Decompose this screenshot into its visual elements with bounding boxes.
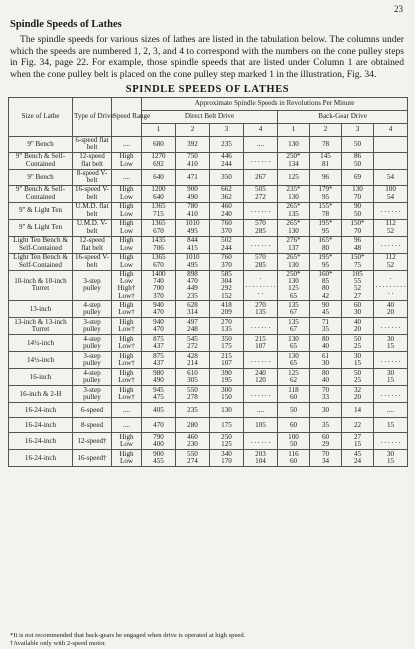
lathe-size-cell: 16-24-inch	[9, 450, 73, 467]
backgear-speed-cell: 60	[278, 418, 310, 433]
header-backgear: Back-Gear Drive	[278, 111, 408, 124]
direct-speed-cell: 270 135	[210, 318, 244, 335]
backgear-speed-cell: 100 54	[374, 185, 408, 202]
backgear-speed-cell: 69	[342, 169, 374, 185]
backgear-speed-cell: 50 25	[342, 369, 374, 386]
backgear-speed-cell	[374, 137, 408, 153]
lathe-size-cell: 16-inch & 2-H	[9, 386, 73, 403]
backgear-speed-cell: . . . . . .	[374, 386, 408, 403]
speed-range-cell: High Low High† Low†	[112, 270, 142, 301]
direct-speed-cell: 235	[210, 137, 244, 153]
section-heading: Spindle Speeds of Lathes	[10, 19, 122, 30]
direct-speed-cell: 610 305	[176, 369, 210, 386]
backgear-speed-cell: 150* 70	[342, 219, 374, 236]
lathe-size-cell: 9" & Light Ten	[9, 219, 73, 236]
table-row	[9, 152, 408, 169]
direct-speed-cell: 1435 706	[142, 236, 176, 253]
backgear-speed-cell: 135 67	[278, 318, 310, 335]
direct-speed-cell: 250 125	[210, 433, 244, 450]
backgear-speed-cell: . . . . . .	[374, 433, 408, 450]
speed-range-cell: High Low	[112, 219, 142, 236]
table-row	[9, 169, 408, 185]
backgear-speed-cell: 27 15	[342, 433, 374, 450]
backgear-speed-cell: 14	[342, 403, 374, 418]
direct-speed-cell: . . . . . .	[244, 236, 278, 253]
backgear-speed-cell: 50	[278, 403, 310, 418]
direct-speed-cell: 1010 495	[176, 219, 210, 236]
direct-speed-cell: 1200 640	[142, 185, 176, 202]
backgear-speed-cell: 96 48	[342, 236, 374, 253]
backgear-speed-cell: 61 30	[310, 352, 342, 369]
backgear-speed-cell: 96	[310, 169, 342, 185]
lathe-size-cell: 16-24-inch	[9, 433, 73, 450]
table-row	[9, 433, 408, 450]
direct-speed-cell: . . . . . .	[244, 318, 278, 335]
direct-speed-cell: 105	[244, 418, 278, 433]
direct-speed-cell: 550 278	[176, 386, 210, 403]
footnotes	[10, 632, 245, 647]
table-row	[9, 253, 408, 270]
lathe-size-cell: 9" & Light Ten	[9, 202, 73, 219]
col-num: 2	[310, 124, 342, 137]
backgear-speed-cell: 90 50	[342, 202, 374, 219]
backgear-speed-cell: 250* 134	[278, 152, 310, 169]
backgear-speed-cell: 125 62	[278, 369, 310, 386]
drive-type-cell: 12-speed†	[73, 433, 112, 450]
direct-speed-cell: 405	[142, 403, 176, 418]
direct-speed-cell: 267	[244, 169, 278, 185]
col-num: 1	[142, 124, 176, 137]
direct-speed-cell: 980 490	[142, 369, 176, 386]
direct-speed-cell: 240 120	[244, 369, 278, 386]
direct-speed-cell: 750 410	[176, 152, 210, 169]
backgear-speed-cell: 265* 130	[278, 253, 310, 270]
speed-range-cell: High Low†	[112, 301, 142, 318]
speed-range-cell: High Low	[112, 450, 142, 467]
direct-speed-cell: 898 470 449 235	[176, 270, 210, 301]
direct-speed-cell: 760 370	[210, 219, 244, 236]
table-row	[9, 137, 408, 153]
table-row	[9, 202, 408, 219]
backgear-speed-cell: 35	[310, 418, 342, 433]
header-range: Speed Range	[112, 98, 142, 137]
direct-speed-cell: 790 400	[142, 433, 176, 450]
direct-speed-cell: 545 272	[176, 335, 210, 352]
backgear-speed-cell: 125	[278, 169, 310, 185]
lathe-size-cell: 13-inch & 13-inch Turret	[9, 318, 73, 335]
table-row	[9, 369, 408, 386]
backgear-speed-cell	[374, 152, 408, 169]
lathe-size-cell: 16-24-inch	[9, 418, 73, 433]
backgear-speed-cell: . . . . . .	[374, 236, 408, 253]
direct-speed-cell: 628 314	[176, 301, 210, 318]
direct-speed-cell: . . . . . .	[244, 433, 278, 450]
intro-paragraph: The spindle speeds for various sizes of lathes are listed in the tabulation below. The columns under which the speeds are numbered 1, 2, 3, and 4 to correspond with the numbers on the cone pulley steps in Fig. 34, page 22. For example, those spindle speeds that are listed under Column 1 are obtained when the cone pulley belt is placed on the cone pulley step marked 1 in the illustration, Fig. 34.	[10, 34, 404, 80]
backgear-speed-cell: 70 33	[310, 386, 342, 403]
direct-speed-cell: 280	[176, 418, 210, 433]
backgear-speed-cell: . . . . . . . . . . . .	[374, 270, 408, 301]
lathe-size-cell: Light Ten Bench & Self-Contained	[9, 236, 73, 253]
direct-speed-cell: 418 209	[210, 301, 244, 318]
table-row	[9, 386, 408, 403]
drive-type-cell: 3-step pulley	[73, 386, 112, 403]
direct-speed-cell: 215 107	[244, 335, 278, 352]
direct-speed-cell: 780 410	[176, 202, 210, 219]
header-type: Type of Drive	[73, 98, 112, 137]
backgear-speed-cell: 30 15	[342, 352, 374, 369]
lathe-size-cell: 9" Bench & Self-Contained	[9, 185, 73, 202]
direct-speed-cell: 350	[210, 169, 244, 185]
backgear-speed-cell: 130 65	[278, 352, 310, 369]
direct-speed-cell: 940 470	[142, 301, 176, 318]
direct-speed-cell: 945 475	[142, 386, 176, 403]
drive-type-cell: 8-speed	[73, 418, 112, 433]
direct-speed-cell: 662 362	[210, 185, 244, 202]
backgear-speed-cell: 78	[310, 137, 342, 153]
direct-speed-cell: 428 214	[176, 352, 210, 369]
direct-speed-cell: 640	[142, 169, 176, 185]
direct-speed-cell: 270 135	[244, 301, 278, 318]
drive-type-cell: 4-step pulley	[73, 301, 112, 318]
direct-speed-cell: 470	[142, 418, 176, 433]
speed-range-cell: High Low†	[112, 352, 142, 369]
drive-type-cell: 16-speed V-belt	[73, 253, 112, 270]
direct-speed-cell: 844 415	[176, 236, 210, 253]
backgear-speed-cell: 71 35	[310, 318, 342, 335]
backgear-speed-cell: 155* 78	[310, 202, 342, 219]
backgear-speed-cell: 90 45	[310, 301, 342, 318]
backgear-speed-cell: 100 50	[278, 433, 310, 450]
backgear-speed-cell: 70 34	[310, 450, 342, 467]
direct-speed-cell: 392	[176, 137, 210, 153]
backgear-speed-cell: 60 30	[342, 301, 374, 318]
backgear-speed-cell: 30 15	[374, 335, 408, 352]
direct-speed-cell: . . . . . .	[244, 152, 278, 169]
direct-speed-cell: 900 455	[142, 450, 176, 467]
direct-speed-cell: . . . . . .	[244, 352, 278, 369]
direct-speed-cell: 760 370	[210, 253, 244, 270]
speed-range-cell: High Low	[112, 152, 142, 169]
direct-speed-cell: 1400 740 700 370	[142, 270, 176, 301]
direct-speed-cell: ....	[244, 403, 278, 418]
backgear-speed-cell: 160* 85 80 42	[310, 270, 342, 301]
col-num: 3	[342, 124, 374, 137]
drive-type-cell: 3-step pulley	[73, 318, 112, 335]
backgear-speed-cell: 86 50	[342, 152, 374, 169]
speed-range-cell: ....	[112, 137, 142, 153]
col-num: 4	[374, 124, 408, 137]
backgear-speed-cell: 145 81	[310, 152, 342, 169]
backgear-speed-cell: 265* 135	[278, 202, 310, 219]
backgear-speed-cell: 130 65	[278, 335, 310, 352]
direct-speed-cell: 340 170	[210, 450, 244, 467]
spindle-speeds-table	[8, 97, 408, 467]
backgear-speed-cell: 112 52	[374, 219, 408, 236]
speed-range-cell: ....	[112, 403, 142, 418]
lathe-size-cell: 10-inch & 10-inch Turret	[9, 270, 73, 301]
backgear-speed-cell: 50	[342, 137, 374, 153]
backgear-speed-cell: 118 60	[278, 386, 310, 403]
col-num: 3	[210, 124, 244, 137]
backgear-speed-cell: 40 20	[374, 301, 408, 318]
drive-type-cell: 12-speed flat belt	[73, 152, 112, 169]
backgear-speed-cell: . . . . . .	[374, 352, 408, 369]
table-row	[9, 236, 408, 253]
speed-range-cell: ....	[112, 169, 142, 185]
speed-range-cell: High Low†	[112, 386, 142, 403]
drive-type-cell: 16-speed†	[73, 450, 112, 467]
backgear-speed-cell: 130	[278, 137, 310, 153]
table-row	[9, 352, 408, 369]
lathe-size-cell: 14½-inch	[9, 352, 73, 369]
backgear-speed-cell: 195* 95	[310, 253, 342, 270]
speed-range-cell: High Low†	[112, 369, 142, 386]
speed-range-cell: High Low	[112, 202, 142, 219]
table-row	[9, 450, 408, 467]
backgear-speed-cell: 54	[374, 169, 408, 185]
backgear-speed-cell: 60 29	[310, 433, 342, 450]
header-size: Size of Lathe	[9, 98, 73, 137]
drive-type-cell: 6-speed flat belt	[73, 137, 112, 153]
lathe-size-cell: 9" Bench & Self-Contained	[9, 152, 73, 169]
speed-range-cell: High Low†	[112, 318, 142, 335]
page-number: 23	[394, 4, 403, 14]
direct-speed-cell: 390 195	[210, 369, 244, 386]
speed-range-cell: High Low	[112, 185, 142, 202]
direct-speed-cell: 505 272	[244, 185, 278, 202]
table-row	[9, 318, 408, 335]
backgear-speed-cell: 80 40	[310, 335, 342, 352]
lathe-size-cell: 14½-inch	[9, 335, 73, 352]
backgear-speed-cell: 105 55 52 27	[342, 270, 374, 301]
footnote: †Available only with 2-speed motor.	[10, 639, 107, 647]
table-row	[9, 270, 408, 301]
backgear-speed-cell: 80 40	[310, 369, 342, 386]
drive-type-cell: 3-step pulley	[73, 352, 112, 369]
direct-speed-cell: 471	[176, 169, 210, 185]
table-row	[9, 335, 408, 352]
backgear-speed-cell: 265* 130	[278, 219, 310, 236]
direct-speed-cell: 680	[142, 137, 176, 153]
direct-speed-cell: ....	[244, 137, 278, 153]
direct-speed-cell: 570 285	[244, 219, 278, 236]
backgear-speed-cell: 32 20	[342, 386, 374, 403]
backgear-speed-cell: 112 52	[374, 253, 408, 270]
direct-speed-cell: 1365 715	[142, 202, 176, 219]
backgear-speed-cell: 30 15	[374, 369, 408, 386]
backgear-speed-cell: 195* 95	[310, 219, 342, 236]
speed-range-cell: ....	[112, 418, 142, 433]
direct-speed-cell: 1365 670	[142, 219, 176, 236]
drive-type-cell: 3-step pulley	[73, 270, 112, 301]
backgear-speed-cell: 235* 130	[278, 185, 310, 202]
speed-range-cell: High Low	[112, 253, 142, 270]
backgear-speed-cell: 130 70	[342, 185, 374, 202]
lathe-size-cell: 16-24-inch	[9, 403, 73, 418]
direct-speed-cell: 550 274	[176, 450, 210, 467]
footnote: *It is not recommended that back-gears be engaged when drive is operated at high speed.	[10, 632, 246, 639]
col-num: 1	[278, 124, 310, 137]
header-approx: Approximate Spindle Speeds in Revolutions Per Minute	[142, 98, 408, 111]
direct-speed-cell: 175	[210, 418, 244, 433]
backgear-speed-cell: 22	[342, 418, 374, 433]
backgear-speed-cell: 30 15	[374, 450, 408, 467]
backgear-speed-cell: 116 60	[278, 450, 310, 467]
backgear-speed-cell: 135 67	[278, 301, 310, 318]
table-row	[9, 403, 408, 418]
direct-speed-cell: 215 107	[210, 352, 244, 369]
col-num: 4	[244, 124, 278, 137]
backgear-speed-cell: 45 24	[342, 450, 374, 467]
direct-speed-cell: 1270 692	[142, 152, 176, 169]
table-row	[9, 418, 408, 433]
direct-speed-cell: . . . . . .	[244, 386, 278, 403]
backgear-speed-cell: 40 20	[342, 318, 374, 335]
table-row	[9, 301, 408, 318]
direct-speed-cell: 875 437	[142, 352, 176, 369]
backgear-speed-cell: 15	[374, 418, 408, 433]
drive-type-cell: U.M.D. V-belt	[73, 219, 112, 236]
direct-speed-cell: 940 470	[142, 318, 176, 335]
direct-speed-cell: 1365 670	[142, 253, 176, 270]
backgear-speed-cell: . . . . . .	[374, 202, 408, 219]
direct-speed-cell: 460 230	[176, 433, 210, 450]
col-num: 2	[176, 124, 210, 137]
speed-range-cell: High Low†	[112, 335, 142, 352]
direct-speed-cell: 460 240	[210, 202, 244, 219]
lathe-size-cell: 16-inch	[9, 369, 73, 386]
speed-range-cell: High Low	[112, 433, 142, 450]
speed-range-cell: High Low	[112, 236, 142, 253]
lathe-size-cell: 13-inch	[9, 301, 73, 318]
drive-type-cell: 4-step pulley	[73, 335, 112, 352]
direct-speed-cell: 235	[176, 403, 210, 418]
lathe-size-cell: 9" Bench	[9, 137, 73, 153]
lathe-size-cell: Light Ten Bench & Self-Contained	[9, 253, 73, 270]
direct-speed-cell: 900 490	[176, 185, 210, 202]
header-direct: Direct Belt Drive	[142, 111, 278, 124]
backgear-speed-cell: 250* 130 125 65	[278, 270, 310, 301]
direct-speed-cell: 497 248	[176, 318, 210, 335]
table-title: SPINDLE SPEEDS OF LATHES	[125, 84, 290, 95]
direct-speed-cell: 203 104	[244, 450, 278, 467]
backgear-speed-cell: 276* 137	[278, 236, 310, 253]
direct-speed-cell: 875 437	[142, 335, 176, 352]
backgear-speed-cell: 50 25	[342, 335, 374, 352]
direct-speed-cell: . . . . . . . . . . . .	[244, 270, 278, 301]
direct-speed-cell: 585 304 292 152	[210, 270, 244, 301]
direct-speed-cell: 570 285	[244, 253, 278, 270]
direct-speed-cell: 1010 495	[176, 253, 210, 270]
lathe-size-cell: 9" Bench	[9, 169, 73, 185]
backgear-speed-cell: 179* 95	[310, 185, 342, 202]
drive-type-cell: U.M.D. flat belt	[73, 202, 112, 219]
drive-type-cell: 8-speed V-belt	[73, 169, 112, 185]
backgear-speed-cell: 30	[310, 403, 342, 418]
backgear-speed-cell: 165* 80	[310, 236, 342, 253]
backgear-speed-cell: 150* 75	[342, 253, 374, 270]
drive-type-cell: 6-speed	[73, 403, 112, 418]
drive-type-cell: 4-step pulley	[73, 369, 112, 386]
drive-type-cell: 12-speed flat belt	[73, 236, 112, 253]
table-row	[9, 219, 408, 236]
backgear-speed-cell: ....	[374, 403, 408, 418]
direct-speed-cell: 502 244	[210, 236, 244, 253]
drive-type-cell: 16-speed V-belt	[73, 185, 112, 202]
direct-speed-cell: 350 175	[210, 335, 244, 352]
direct-speed-cell: . . . . . .	[244, 202, 278, 219]
backgear-speed-cell: . . . . . .	[374, 318, 408, 335]
direct-speed-cell: 300 150	[210, 386, 244, 403]
direct-speed-cell: 130	[210, 403, 244, 418]
table-row	[9, 185, 408, 202]
direct-speed-cell: 446 244	[210, 152, 244, 169]
